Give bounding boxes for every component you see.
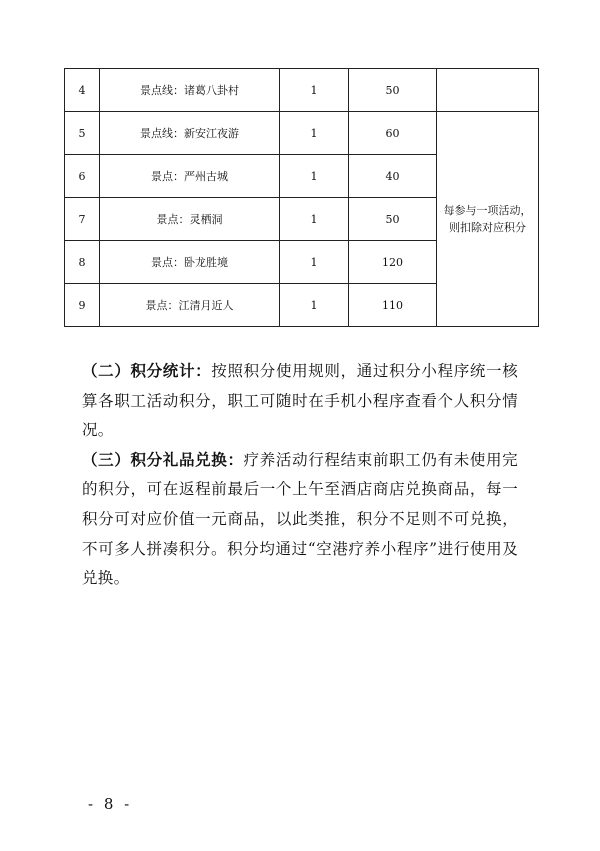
page-number: - 8 - — [88, 795, 133, 813]
activity-name: 景点：严州古城 — [100, 155, 280, 198]
activity-points: 120 — [349, 241, 437, 284]
activity-count: 1 — [280, 284, 349, 327]
activity-count: 1 — [280, 198, 349, 241]
section-text: 疗养活动行程结束前职工仍有未使用完的积分，可在返程前最后一个上午至酒店商店兑换商品，每一积分可对应价值一元商品，以此类推，积分不足则不可兑换，不可多人拼凑积分。积分均通过“空港疗养小程序”进行使用及兑换。 — [82, 450, 518, 588]
row-number: 8 — [65, 241, 100, 284]
section-heading: （三）积分礼品兑换： — [82, 450, 244, 469]
row-number: 4 — [65, 69, 100, 112]
table-row — [65, 112, 539, 155]
empty-note-cell — [437, 69, 539, 112]
activity-points: 50 — [349, 198, 437, 241]
activity-count: 1 — [280, 155, 349, 198]
table-row — [65, 69, 539, 112]
points-table — [64, 68, 539, 327]
body-text — [82, 357, 518, 594]
activity-count: 1 — [280, 241, 349, 284]
activity-points: 40 — [349, 155, 437, 198]
activity-name: 景点：灵栖洞 — [100, 198, 280, 241]
activity-points: 50 — [349, 69, 437, 112]
row-number: 7 — [65, 198, 100, 241]
section-heading: （二）积分统计： — [82, 362, 212, 380]
section-text: 按照积分使用规则，通过积分小程序统一核算各职工活动积分，职工可随时在手机小程序查看个人积分情况。 — [82, 362, 518, 440]
activity-name: 景点：卧龙胜境 — [100, 241, 280, 284]
activity-points: 110 — [349, 284, 437, 327]
activity-points: 60 — [349, 112, 437, 155]
section-points-redemption — [82, 446, 518, 594]
row-number: 6 — [65, 155, 100, 198]
row-number: 5 — [65, 112, 100, 155]
activity-count: 1 — [280, 69, 349, 112]
activity-name: 景点：江清月近人 — [100, 284, 280, 327]
activity-name: 景点线：新安江夜游 — [100, 112, 280, 155]
deduction-note: 每参与一项活动，则扣除对应积分 — [443, 204, 532, 234]
activity-name: 景点线：诸葛八卦村 — [100, 69, 280, 112]
section-points-statistics — [82, 357, 518, 446]
activity-count: 1 — [280, 112, 349, 155]
deduction-note-cell — [437, 112, 539, 327]
row-number: 9 — [65, 284, 100, 327]
